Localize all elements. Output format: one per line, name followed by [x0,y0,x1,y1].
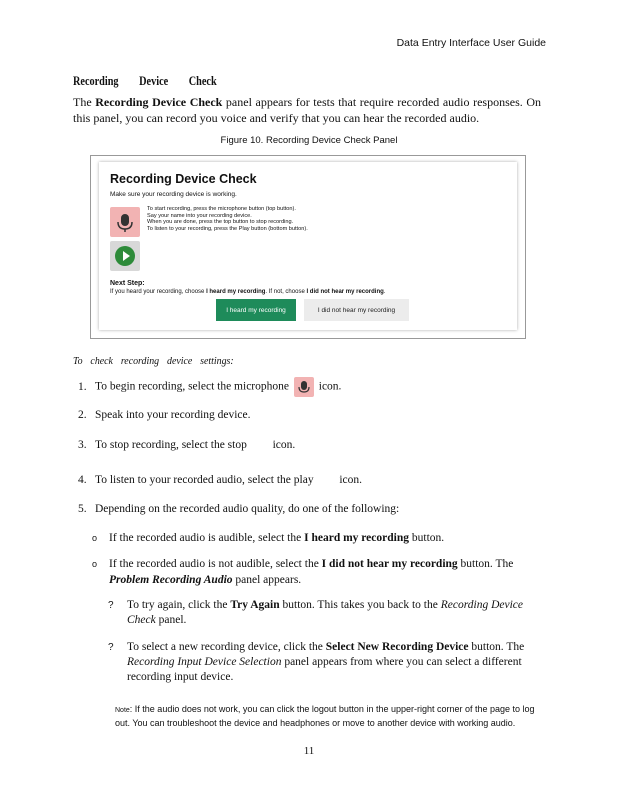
sub-option-panel-name: Recording Device Check [127,599,523,626]
steps-intro: To check recording device settings: [73,355,234,367]
note-text: : If the audio does not work, you can click the logout button in the upper-right corner of the page to log out. You can troubleshoot the device and headphones or move to another device with working audio. [115,704,535,728]
step-4 [78,474,362,486]
step-text: Depending on the recorded audio quality, do one of the following: [95,503,400,515]
i-did-not-hear-my-recording-button[interactable]: I did not hear my recording [304,299,409,321]
option-panel-name: Problem Recording Audio [109,574,233,586]
sub-option-button-name: Select New Recording Device [325,641,469,653]
next-step-label: Next Step: [110,280,145,287]
step-2 [78,409,251,421]
sub-option-panel-name: Recording Input Device Selection [127,656,282,668]
next-step-option-not-heard: I did not hear my recording [306,289,384,295]
record-button[interactable] [110,207,140,237]
play-button[interactable] [110,241,140,271]
step-text-end: icon. [269,439,296,451]
step-number: 2. [78,409,87,421]
step-text: To listen to your recorded audio, select the play [95,474,317,486]
sub-option-text-end: panel appears from where you can select a different recording input device. [127,656,522,683]
step-number: 4. [78,474,87,486]
instruction-line: To start recording, press the microphone button (top button). [147,206,296,212]
option-text: If the recorded audio is audible, select the [109,532,305,544]
page-number: 11 [303,745,315,757]
next-step-option-heard: I heard my recording [206,289,266,295]
step-text: To begin recording, select the microphone [95,380,292,393]
step-number: 3. [78,439,87,451]
sub-option-text-mid: button. The [468,641,525,653]
step-5 [78,503,399,515]
next-step-text [110,289,385,295]
instruction-line: Say your name into your recording device. [147,212,252,219]
bullet-mark: o [92,559,98,569]
figure-screenshot [90,155,526,339]
intro-paragraph [73,94,541,126]
step-number: 5. [78,503,87,515]
option-text-mid: button. The [457,558,514,570]
step-text: To stop recording, select the stop [95,439,250,451]
sub-option-text: To try again, click the [127,599,231,611]
microphone-icon [294,377,314,397]
next-step-mid: . If not, choose [265,289,307,295]
option-button-name: I did not hear my recording [321,558,458,570]
option-text-end: button. [409,532,445,544]
step-number: 1. [78,380,87,393]
step-3 [78,439,295,451]
instruction-line: When you are done, press the top button to stop recording. [147,219,294,226]
step-text-end: icon. [336,474,363,486]
sub-option-text-end: panel. [155,614,187,626]
sub-option-text: To select a new recording device, click the [127,641,326,653]
option-button-name: I heard my recording [304,532,409,544]
sub-bullet-mark: ? [108,600,114,611]
option-text-end: panel appears. [232,574,302,586]
bullet-mark: o [92,533,98,543]
step-text-end: icon. [315,380,342,393]
next-step-pre: If you heard your recording, choose [110,289,207,295]
play-icon [115,246,135,266]
intro-text: The [73,95,96,109]
instruction-line: To listen to your recording, press the Play button (bottom button). [147,225,308,232]
recording-device-check-panel [99,162,517,330]
option-text: If the recorded audio is not audible, select the [109,558,322,570]
panel-instructions [147,206,308,232]
microphone-icon [110,207,140,237]
sub-option-text-mid: button. This takes you back to the [279,599,441,611]
step-1 [78,377,341,397]
running-header: Data Entry Interface User Guide [396,37,546,49]
next-step-end: . [383,289,386,295]
sub-option-button-name: Try Again [230,599,280,611]
sub-bullet-mark: ? [108,642,114,653]
intro-text-rest: panel appears for tests that require recorded audio responses. On this panel, you can record you voice and verify that you can hear the recorded audio. [73,95,541,125]
step-text: Speak into your recording device. [95,409,251,421]
intro-panel-name: Recording Device Check [95,95,223,109]
note-label: Note [115,707,130,714]
i-heard-my-recording-button[interactable]: I heard my recording [216,299,296,321]
section-heading: Recording Device Check [73,74,217,88]
panel-title: Recording Device Check [110,172,257,186]
note [115,703,535,729]
panel-subtitle: Make sure your recording device is working. [110,191,237,198]
figure-caption: Figure 10. Recording Device Check Panel [220,135,398,146]
